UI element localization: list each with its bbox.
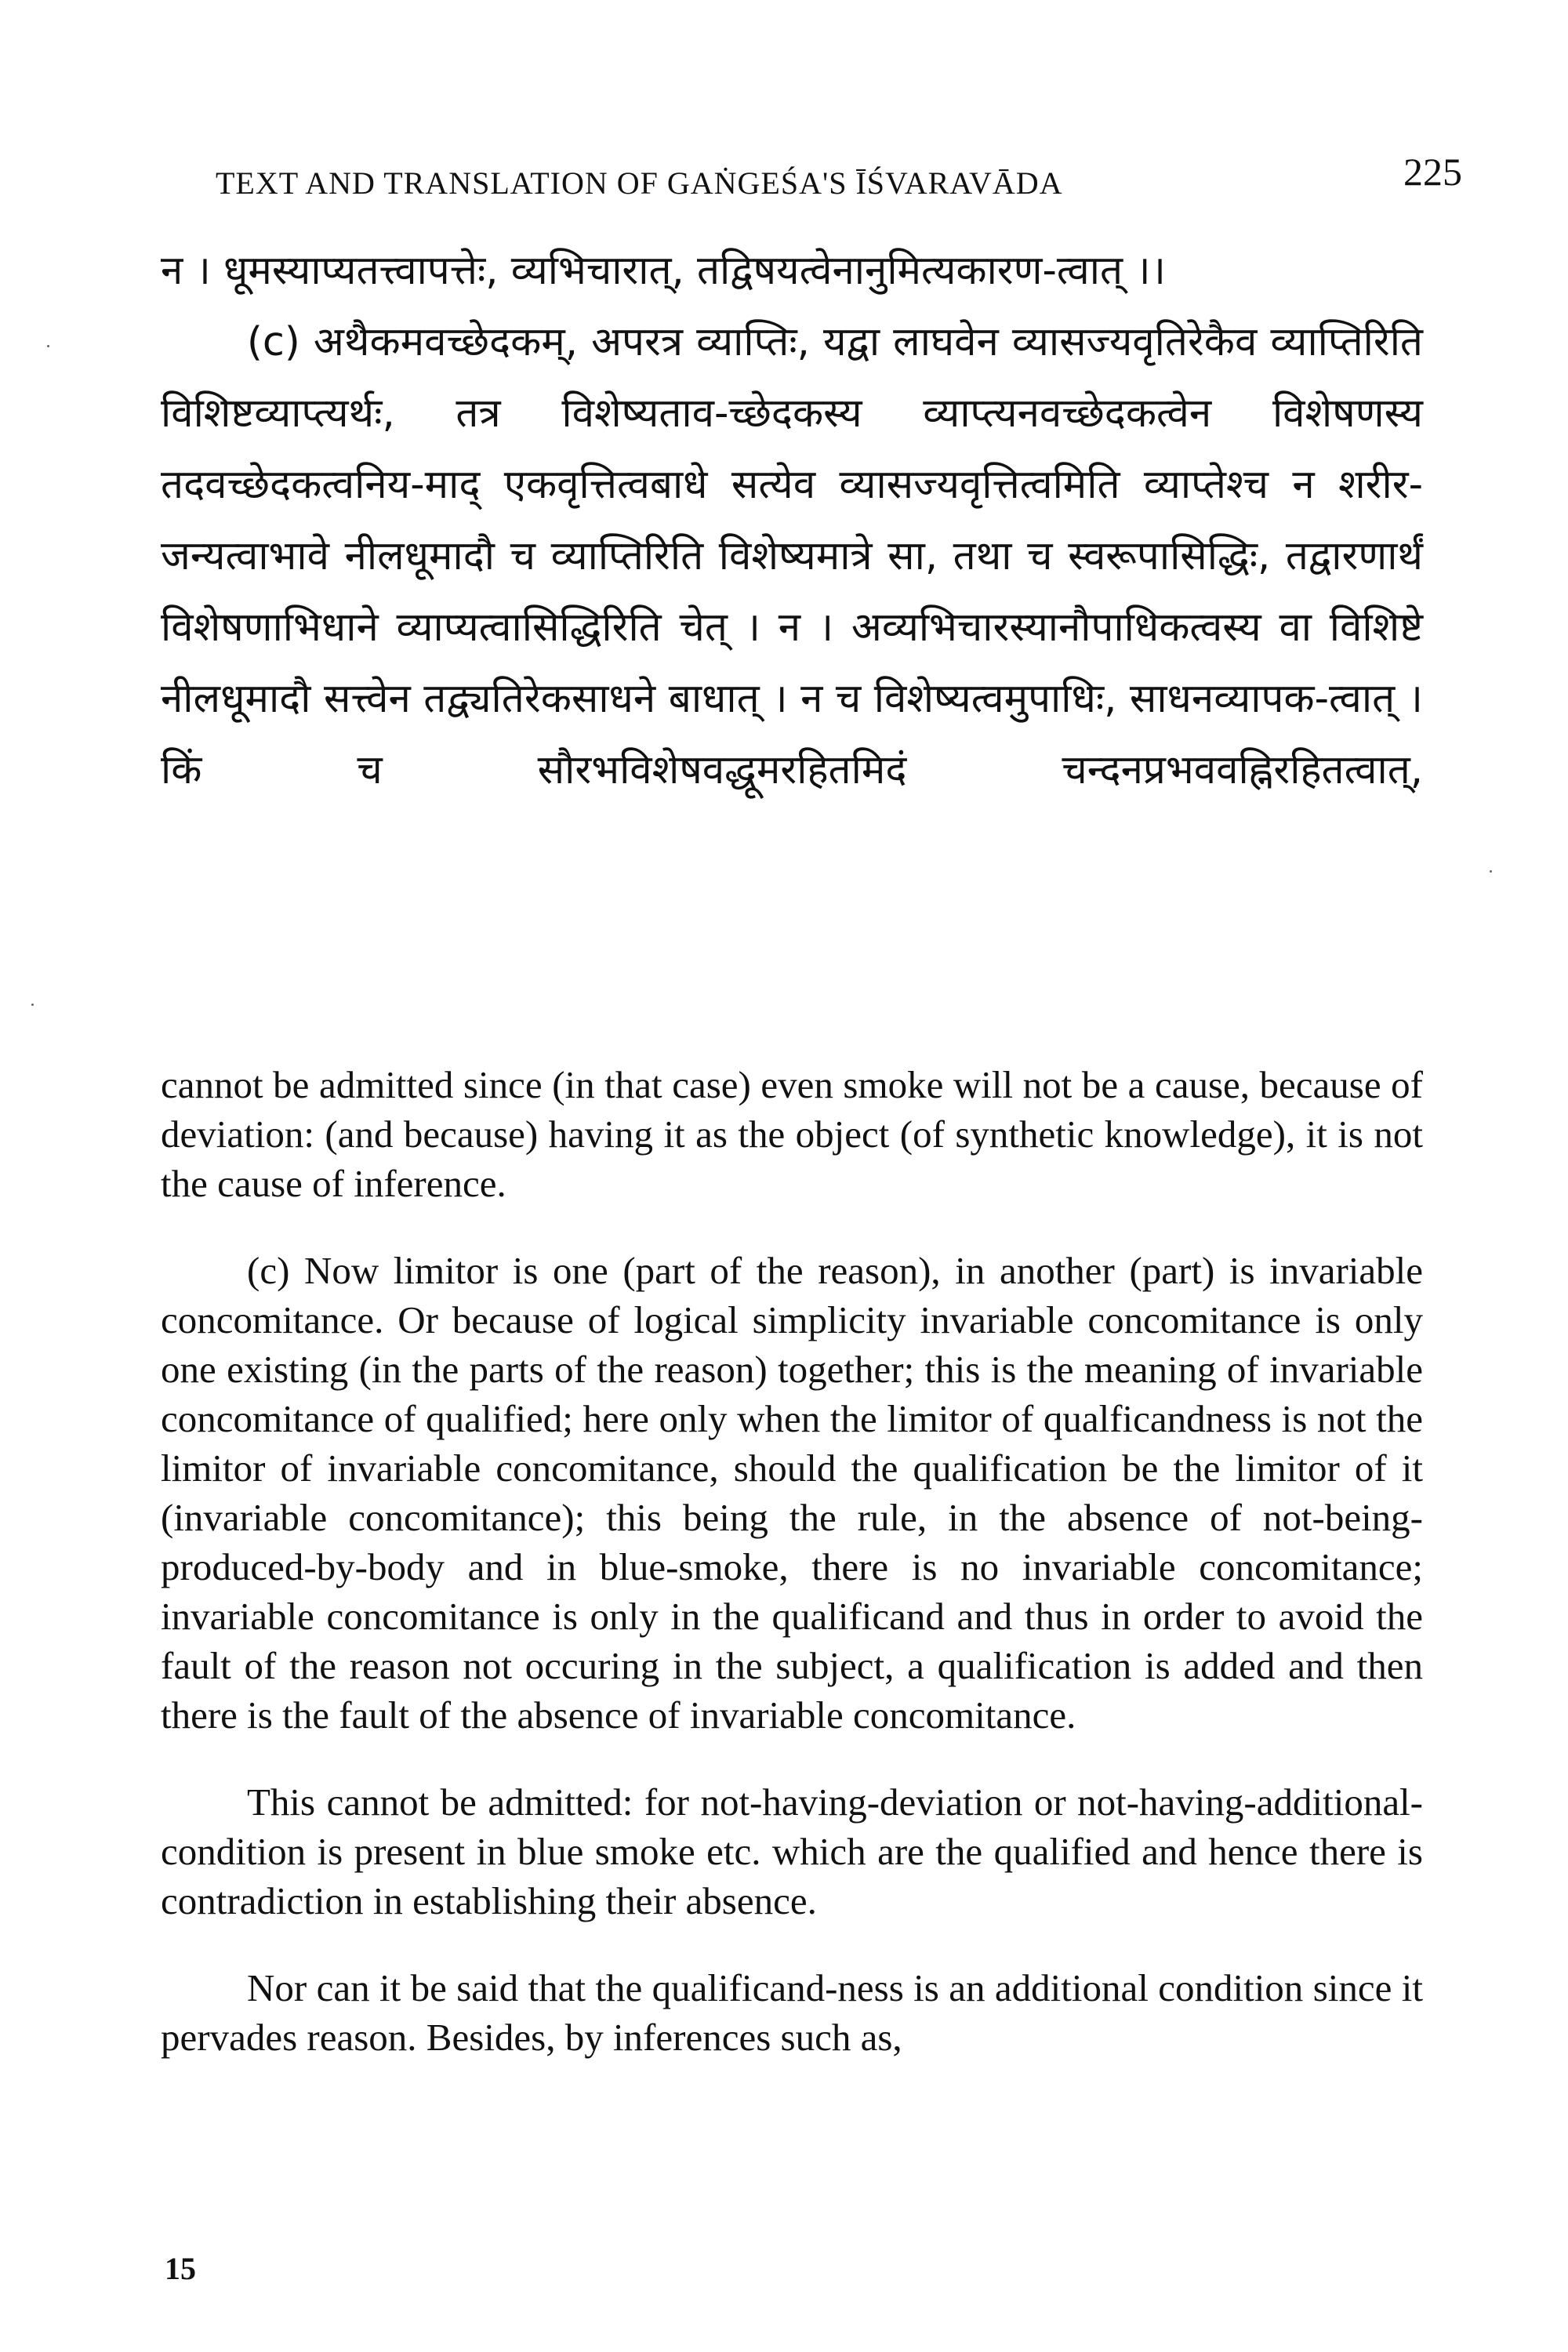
translation-paragraph: cannot be admitted since (in that case) even smoke will not be a cause, because of deviation: (and because) having it as the object (of synthetic knowledge), it is not the cause of inference.: [161, 1063, 1423, 1205]
translation-paragraph: Nor can it be said that the qualificand-ness is an additional condition since it pervades reason. Besides, by inferences such as,: [161, 1966, 1423, 2059]
scan-speck: [47, 345, 49, 347]
scan-speck: [1490, 870, 1492, 873]
translation-paragraph: (c) Now limitor is one (part of the reason), in another (part) is invariable concomitance. Or because of logical simplicity invariable concomitance is only one existing (in the parts of the reason) together; this is the meaning of invariable concomitance of qualified; here only when the limitor of qualficandness is not the limitor of invariable concomitance, should the qualification be the limitor of it (invariable concomitance); this being the rule, in the absence of not-being-produced-by-body and in blue-smoke, there is no invariable concomitance; invariable concomitance is only in the qualificand and thus in order to avoid the fault of the reason not occuring in the subject, a qualification is added and then there is the fault of the absence of invariable concomitance.: [161, 1249, 1423, 1737]
translation-text-block: [161, 1060, 1423, 2100]
sanskrit-paragraph: (c) अथैकमवच्छेदकम्, अपरत्र व्याप्तिः, यद्वा लाघवेन व्यासज्यवृतिरेकैव व्याप्तिरिति विशिष्टव्याप्त्यर्थः, तत्र विशेष्यताव-च्छेदकस्य व्याप्त्यनवच्छेदकत्वेन विशेषणस्य तदवच्छेदकत्वनिय-माद् एकवृत्तित्वबाधे सत्येव व्यासज्यवृत्तित्वमिति व्याप्तेश्च न शरीर-जन्यत्वाभावे नीलधूमादौ च व्याप्तिरिति विशेष्यमात्रे सा, तथा च स्वरूपासिद्धिः, तद्वारणार्थं विशेषणाभिधाने व्याप्यत्वासिद्धिरिति चेत् । न । अव्यभिचारस्यानौपाधिकत्वस्य वा विशिष्टे नीलधूमादौ सत्त्वेन तद्व्यतिरेकसाधने बाधात् । न च विशेष्यत्वमुपाधिः, साधनव्यापक-त्वात् । किं च सौरभविशेषवद्धूमरहितमिदं चन्दनप्रभववह्निरहितत्वात्,: [161, 319, 1423, 793]
sanskrit-text-block: [161, 235, 1423, 806]
running-head: [216, 149, 1462, 204]
translation-paragraph: This cannot be admitted: for not-having-deviation or not-having-additional-condition is present in blue smoke etc. which are the qualified and hence there is contradiction in establishing their absence.: [161, 1780, 1423, 1922]
running-title: TEXT AND TRANSLATION OF GAṄGEŚA'S ĪŚVARAVĀDA: [216, 165, 1063, 201]
scan-speck: [31, 1004, 34, 1006]
page-number: 225: [1403, 150, 1462, 194]
signature-mark: 15: [165, 2251, 196, 2286]
sanskrit-paragraph: न । धूमस्याप्यतत्त्वापत्तेः, व्यभिचारात्, तद्विषयत्वेनानुमित्यकारण-त्वात् ।।: [161, 248, 1166, 294]
